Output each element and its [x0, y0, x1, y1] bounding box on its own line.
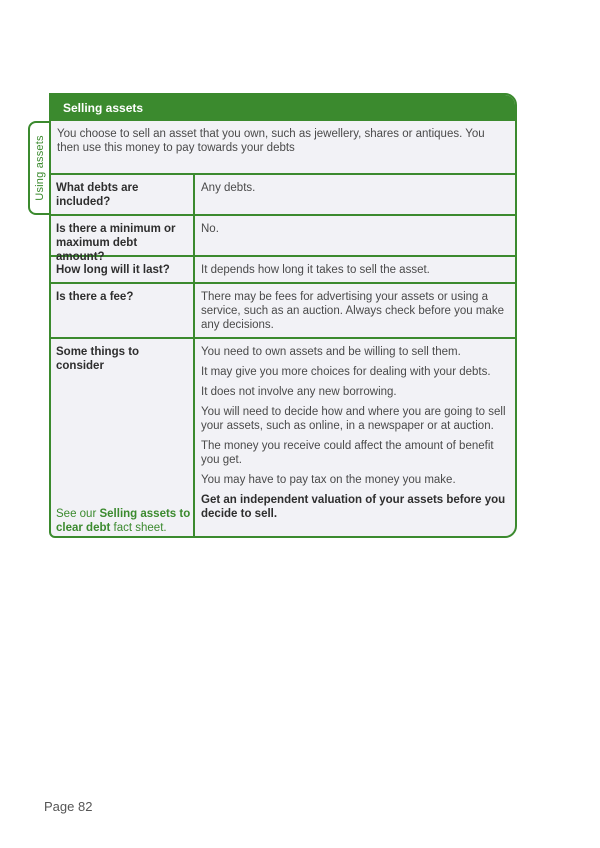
- note-suffix: fact sheet.: [110, 522, 167, 534]
- page-number: Page 82: [44, 799, 93, 814]
- row-question: Is there a fee?: [51, 284, 195, 337]
- list-item: It does not involve any new borrowing.: [201, 386, 397, 398]
- row-answer: There may be fees for advertising your assets or using a service, such as an auction. Always check before you make any decisions.: [201, 291, 504, 331]
- consider-question: [51, 339, 195, 538]
- consider-label: Some things to consider: [56, 346, 140, 372]
- fact-sheet-note: [56, 507, 193, 535]
- list-item: The money you receive could affect the amount of benefit you get.: [201, 440, 494, 466]
- side-tab: [28, 121, 50, 215]
- card-title: Selling assets: [51, 95, 515, 121]
- table-row-consider: [51, 339, 515, 538]
- row-question: What debts are included?: [51, 175, 195, 214]
- row-answer: Any debts.: [201, 182, 256, 194]
- list-item: You need to own assets and be willing to sell them.: [201, 346, 461, 358]
- table-row: [51, 284, 515, 339]
- row-question: Is there a minimum or maximum debt amount?: [51, 216, 195, 255]
- list-item: It may give you more choices for dealing with your debts.: [201, 366, 491, 378]
- list-item: You may have to pay tax on the money you make.: [201, 474, 456, 486]
- list-item-emphasis: Get an independent valuation of your assets before you decide to sell.: [201, 494, 506, 520]
- row-question: How long will it last?: [51, 257, 195, 282]
- table-row: [51, 175, 515, 216]
- side-tab-label: Using assets: [34, 135, 46, 201]
- info-card: [49, 93, 517, 538]
- table-row: [51, 257, 515, 284]
- consider-list: [195, 339, 515, 538]
- fact-sheet-link[interactable]: Selling assets to clear debt: [56, 508, 191, 534]
- note-prefix: See our: [56, 508, 100, 520]
- list-item: You will need to decide how and where you are going to sell your assets, such as online, in a newspaper or at auction.: [201, 406, 506, 432]
- card-intro: You choose to sell an asset that you own, such as jewellery, shares or antiques. You then use this money to pay towards your debts: [51, 121, 515, 175]
- table-row: [51, 216, 515, 263]
- row-answer: No.: [201, 223, 219, 235]
- row-answer: It depends how long it takes to sell the asset.: [201, 264, 430, 276]
